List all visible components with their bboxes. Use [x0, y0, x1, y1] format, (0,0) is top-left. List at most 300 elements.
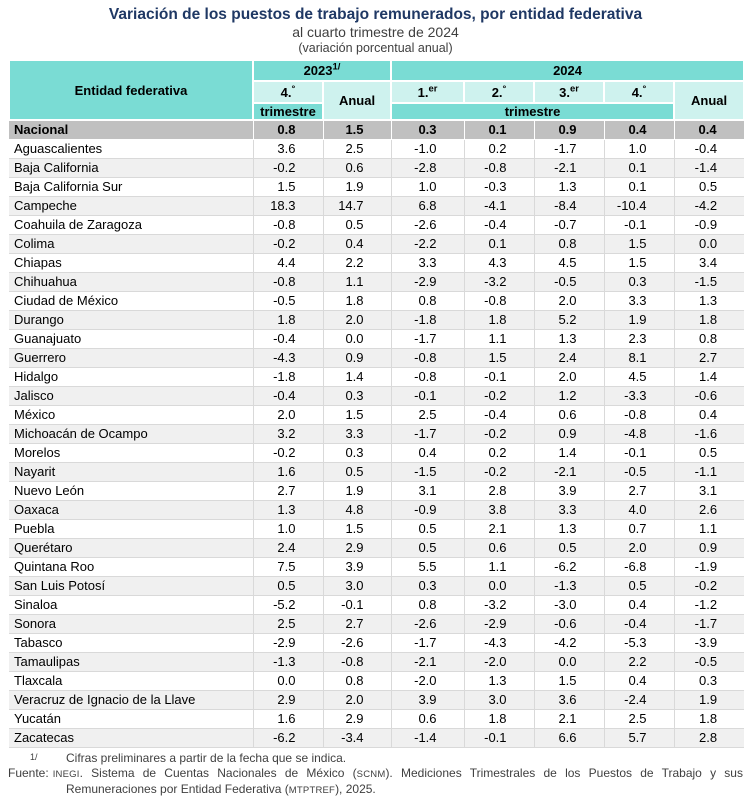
source-fragment: ), 2025. — [335, 782, 376, 796]
entity-cell: Morelos — [9, 444, 253, 463]
value-cell: 1.3 — [674, 292, 744, 311]
source-text — [53, 766, 743, 796]
table-row — [9, 197, 744, 216]
value-cell: 3.0 — [464, 691, 534, 710]
column-group-2024 — [391, 60, 744, 81]
value-cell: 0.0 — [464, 577, 534, 596]
value-cell: 3.1 — [674, 482, 744, 501]
value-cell: -2.0 — [464, 653, 534, 672]
entity-cell: Sinaloa — [9, 596, 253, 615]
value-cell: -6.2 — [534, 558, 604, 577]
value-cell: 2.5 — [604, 710, 674, 729]
value-cell: 2.4 — [534, 349, 604, 368]
value-cell: 1.1 — [674, 520, 744, 539]
value-cell: 1.1 — [323, 273, 391, 292]
table-row — [9, 444, 744, 463]
value-cell: 0.0 — [253, 672, 323, 691]
value-cell: -6.2 — [253, 729, 323, 748]
value-cell: 0.4 — [323, 235, 391, 254]
entity-cell: Tabasco — [9, 634, 253, 653]
value-cell: 0.9 — [534, 425, 604, 444]
value-cell: -2.9 — [391, 273, 464, 292]
value-cell: -1.7 — [534, 140, 604, 159]
value-cell: -0.8 — [253, 273, 323, 292]
value-cell: 4.0 — [604, 501, 674, 520]
value-cell: 3.1 — [391, 482, 464, 501]
value-cell: -0.8 — [391, 368, 464, 387]
value-cell: -3.2 — [464, 596, 534, 615]
value-cell: 2.0 — [534, 292, 604, 311]
subheader-trimestre-2023: trimestre — [253, 103, 323, 120]
table-row — [9, 672, 744, 691]
value-cell: 2.5 — [391, 406, 464, 425]
table-row-national — [9, 120, 744, 140]
value-cell: 0.1 — [464, 120, 534, 140]
value-cell: 0.5 — [253, 577, 323, 596]
value-cell: 1.5 — [534, 672, 604, 691]
column-group-2023 — [253, 60, 391, 81]
value-cell: 1.8 — [323, 292, 391, 311]
year-2024-label: 2024 — [553, 63, 582, 78]
value-cell: 2.1 — [464, 520, 534, 539]
table-row — [9, 729, 744, 748]
entity-cell: Baja California Sur — [9, 178, 253, 197]
table-row — [9, 311, 744, 330]
value-cell: 2.6 — [674, 501, 744, 520]
value-cell: 1.8 — [464, 710, 534, 729]
value-cell: 2.2 — [323, 254, 391, 273]
value-cell: 3.4 — [674, 254, 744, 273]
q2-2024-base: 2. — [491, 84, 503, 100]
value-cell: 6.8 — [391, 197, 464, 216]
value-cell: -2.1 — [534, 159, 604, 178]
table-row — [9, 140, 744, 159]
q4-2024-base: 4. — [631, 84, 643, 100]
table-header — [9, 60, 744, 120]
entity-cell: Oaxaca — [9, 501, 253, 520]
value-cell: 1.0 — [391, 178, 464, 197]
value-cell: 7.5 — [253, 558, 323, 577]
value-cell: -0.4 — [253, 387, 323, 406]
value-cell: 0.5 — [391, 520, 464, 539]
subheader-trimestre-2024: trimestre — [391, 103, 674, 120]
value-cell: -3.3 — [604, 387, 674, 406]
value-cell: -0.9 — [674, 216, 744, 235]
table-row — [9, 216, 744, 235]
value-cell: -0.8 — [464, 292, 534, 311]
table-row — [9, 330, 744, 349]
value-cell: 1.3 — [534, 178, 604, 197]
value-cell: 0.5 — [323, 216, 391, 235]
table-row — [9, 691, 744, 710]
q4-2023-sup: ° — [291, 83, 296, 95]
value-cell: -4.3 — [253, 349, 323, 368]
value-cell: -0.4 — [604, 615, 674, 634]
value-cell: 2.8 — [464, 482, 534, 501]
value-cell: 4.5 — [534, 254, 604, 273]
value-cell: 0.4 — [674, 406, 744, 425]
value-cell: 1.4 — [534, 444, 604, 463]
value-cell: 0.4 — [604, 120, 674, 140]
value-cell: 0.4 — [604, 672, 674, 691]
value-cell: 1.8 — [464, 311, 534, 330]
value-cell: 0.8 — [534, 235, 604, 254]
value-cell: 2.1 — [534, 710, 604, 729]
entity-cell: Nacional — [9, 120, 253, 140]
value-cell: -8.4 — [534, 197, 604, 216]
value-cell: 0.8 — [253, 120, 323, 140]
value-cell: 1.5 — [253, 178, 323, 197]
table-row — [9, 710, 744, 729]
table-row — [9, 558, 744, 577]
value-cell: 3.2 — [253, 425, 323, 444]
value-cell: 2.9 — [323, 710, 391, 729]
entity-cell: Nayarit — [9, 463, 253, 482]
value-cell: 3.9 — [323, 558, 391, 577]
value-cell: -1.2 — [674, 596, 744, 615]
value-cell: 3.6 — [253, 140, 323, 159]
entity-cell: México — [9, 406, 253, 425]
value-cell: -1.8 — [391, 311, 464, 330]
value-cell: 4.4 — [253, 254, 323, 273]
value-cell: 0.5 — [534, 539, 604, 558]
value-cell: 1.5 — [323, 120, 391, 140]
value-cell: -1.7 — [391, 330, 464, 349]
entity-cell: Ciudad de México — [9, 292, 253, 311]
value-cell: 0.2 — [464, 140, 534, 159]
footnote-line — [8, 751, 743, 765]
q4-2023-base: 4. — [280, 84, 292, 100]
value-cell: -2.1 — [534, 463, 604, 482]
value-cell: -0.5 — [604, 463, 674, 482]
source-acronym: SCNM — [356, 769, 386, 780]
value-cell: 1.8 — [253, 311, 323, 330]
value-cell: -1.9 — [674, 558, 744, 577]
value-cell: 0.5 — [604, 577, 674, 596]
report-footer — [8, 751, 743, 798]
value-cell: 0.9 — [323, 349, 391, 368]
value-cell: 0.3 — [323, 444, 391, 463]
year-2023-footnote-ref: 1/ — [332, 61, 341, 73]
value-cell: -0.2 — [464, 387, 534, 406]
value-cell: 0.5 — [323, 463, 391, 482]
value-cell: -0.8 — [323, 653, 391, 672]
value-cell: 1.5 — [604, 235, 674, 254]
value-cell: 1.6 — [253, 463, 323, 482]
value-cell: 0.3 — [604, 273, 674, 292]
column-header-q4-2024 — [604, 81, 674, 103]
entity-cell: Tamaulipas — [9, 653, 253, 672]
value-cell: -0.2 — [464, 425, 534, 444]
value-cell: -0.9 — [391, 501, 464, 520]
value-cell: -2.6 — [391, 615, 464, 634]
value-cell: 0.6 — [323, 159, 391, 178]
column-header-q1-2024 — [391, 81, 464, 103]
value-cell: -1.4 — [391, 729, 464, 748]
value-cell: -0.2 — [253, 444, 323, 463]
footnote-marker: 1/ — [30, 752, 38, 762]
value-cell: 3.9 — [391, 691, 464, 710]
q4-2024-sup: ° — [642, 83, 647, 95]
column-header-q2-2024 — [464, 81, 534, 103]
value-cell: 4.5 — [604, 368, 674, 387]
column-header-anual-2024: Anual — [674, 81, 744, 120]
table-row — [9, 501, 744, 520]
value-cell: 2.0 — [253, 406, 323, 425]
column-header-entity: Entidad federativa — [9, 60, 253, 120]
value-cell: 2.0 — [604, 539, 674, 558]
value-cell: -5.3 — [604, 634, 674, 653]
value-cell: -1.8 — [253, 368, 323, 387]
year-2023-label: 2023 — [303, 63, 333, 78]
value-cell: 1.6 — [253, 710, 323, 729]
table-row — [9, 254, 744, 273]
value-cell: -0.6 — [534, 615, 604, 634]
table-row — [9, 387, 744, 406]
value-cell: 1.0 — [604, 140, 674, 159]
value-cell: 0.3 — [391, 577, 464, 596]
value-cell: 5.5 — [391, 558, 464, 577]
value-cell: 0.9 — [674, 539, 744, 558]
value-cell: -0.8 — [464, 159, 534, 178]
value-cell: -3.0 — [534, 596, 604, 615]
value-cell: -0.4 — [674, 140, 744, 159]
value-cell: 3.9 — [534, 482, 604, 501]
table-row — [9, 596, 744, 615]
value-cell: 0.5 — [674, 178, 744, 197]
value-cell: -0.1 — [323, 596, 391, 615]
value-cell: -1.6 — [674, 425, 744, 444]
value-cell: -4.3 — [464, 634, 534, 653]
value-cell: 1.3 — [534, 520, 604, 539]
value-cell: -0.1 — [604, 216, 674, 235]
value-cell: -0.4 — [464, 216, 534, 235]
table-row — [9, 615, 744, 634]
value-cell: -1.7 — [674, 615, 744, 634]
table-row — [9, 653, 744, 672]
entity-cell: Sonora — [9, 615, 253, 634]
value-cell: 3.0 — [323, 577, 391, 596]
value-cell: -1.5 — [391, 463, 464, 482]
footnote-text: Cifras preliminares a partir de la fecha que se indica. — [66, 751, 347, 765]
value-cell: -2.1 — [391, 653, 464, 672]
column-header-q3-2024 — [534, 81, 604, 103]
value-cell: 1.9 — [323, 482, 391, 501]
value-cell: 0.6 — [391, 710, 464, 729]
value-cell: 14.7 — [323, 197, 391, 216]
value-cell: 2.8 — [674, 729, 744, 748]
value-cell: -0.6 — [674, 387, 744, 406]
value-cell: -4.8 — [604, 425, 674, 444]
value-cell: 1.3 — [464, 672, 534, 691]
value-cell: -6.8 — [604, 558, 674, 577]
value-cell: 0.9 — [534, 120, 604, 140]
q1-2024-sup: er — [428, 83, 438, 95]
value-cell: -0.5 — [253, 292, 323, 311]
table-row — [9, 178, 744, 197]
value-cell: 6.6 — [534, 729, 604, 748]
value-cell: -0.5 — [674, 653, 744, 672]
value-cell: -0.4 — [464, 406, 534, 425]
value-cell: 0.8 — [391, 596, 464, 615]
value-cell: 0.8 — [323, 672, 391, 691]
value-cell: -2.0 — [391, 672, 464, 691]
table-body — [9, 120, 744, 748]
table-row — [9, 368, 744, 387]
value-cell: -2.2 — [391, 235, 464, 254]
value-cell: 4.8 — [323, 501, 391, 520]
value-cell: -3.4 — [323, 729, 391, 748]
value-cell: 4.3 — [464, 254, 534, 273]
value-cell: -0.4 — [253, 330, 323, 349]
value-cell: 1.8 — [674, 710, 744, 729]
table-row — [9, 406, 744, 425]
value-cell: 1.1 — [464, 558, 534, 577]
value-cell: -5.2 — [253, 596, 323, 615]
value-cell: 3.3 — [391, 254, 464, 273]
value-cell: 2.7 — [253, 482, 323, 501]
entity-cell: Puebla — [9, 520, 253, 539]
table-row — [9, 539, 744, 558]
table-row — [9, 273, 744, 292]
value-cell: 0.8 — [391, 292, 464, 311]
q1-2024-base: 1. — [417, 84, 429, 100]
entity-cell: Veracruz de Ignacio de la Llave — [9, 691, 253, 710]
value-cell: 0.7 — [604, 520, 674, 539]
value-cell: -1.0 — [391, 140, 464, 159]
value-cell: 2.9 — [323, 539, 391, 558]
value-cell: 1.5 — [604, 254, 674, 273]
value-cell: -10.4 — [604, 197, 674, 216]
entity-cell: Tlaxcala — [9, 672, 253, 691]
report-subtitle-note: (variación porcentual anual) — [298, 41, 453, 55]
value-cell: -0.2 — [674, 577, 744, 596]
value-cell: 3.3 — [323, 425, 391, 444]
value-cell: -1.3 — [534, 577, 604, 596]
value-cell: 1.9 — [323, 178, 391, 197]
value-cell: -0.5 — [534, 273, 604, 292]
value-cell: 0.8 — [674, 330, 744, 349]
value-cell: -1.7 — [391, 425, 464, 444]
value-cell: 0.5 — [674, 444, 744, 463]
value-cell: 0.2 — [464, 444, 534, 463]
source-fragment: . Sistema de Cuentas Nacionales de México ( — [79, 766, 357, 780]
value-cell: 1.5 — [323, 406, 391, 425]
value-cell: 0.4 — [391, 444, 464, 463]
value-cell: 0.4 — [604, 596, 674, 615]
report-title: Variación de los puestos de trabajo remunerados, por entidad federativa — [108, 6, 643, 23]
entity-cell: Zacatecas — [9, 729, 253, 748]
value-cell: -4.1 — [464, 197, 534, 216]
value-cell: 1.2 — [534, 387, 604, 406]
entity-cell: Querétaro — [9, 539, 253, 558]
entity-cell: Aguascalientes — [9, 140, 253, 159]
entity-cell: Chihuahua — [9, 273, 253, 292]
table-row — [9, 292, 744, 311]
value-cell: 2.5 — [323, 140, 391, 159]
value-cell: 0.1 — [604, 159, 674, 178]
value-cell: -0.1 — [464, 729, 534, 748]
table-row — [9, 520, 744, 539]
entity-cell: Campeche — [9, 197, 253, 216]
value-cell: 2.3 — [604, 330, 674, 349]
entity-cell: San Luis Potosí — [9, 577, 253, 596]
value-cell: -1.1 — [674, 463, 744, 482]
value-cell: -0.8 — [604, 406, 674, 425]
value-cell: 1.4 — [323, 368, 391, 387]
value-cell: -0.1 — [464, 368, 534, 387]
value-cell: 1.4 — [674, 368, 744, 387]
value-cell: -1.5 — [674, 273, 744, 292]
value-cell: 1.5 — [323, 520, 391, 539]
value-cell: 0.6 — [464, 539, 534, 558]
value-cell: 3.8 — [464, 501, 534, 520]
value-cell: 0.5 — [391, 539, 464, 558]
value-cell: 1.0 — [253, 520, 323, 539]
value-cell: -2.8 — [391, 159, 464, 178]
entity-cell: Guerrero — [9, 349, 253, 368]
value-cell: 2.2 — [604, 653, 674, 672]
value-cell: 0.3 — [323, 387, 391, 406]
value-cell: 2.0 — [323, 691, 391, 710]
value-cell: -0.8 — [391, 349, 464, 368]
value-cell: 0.3 — [391, 120, 464, 140]
source-acronym: INEGI — [52, 769, 80, 780]
value-cell: -1.7 — [391, 634, 464, 653]
table-row — [9, 577, 744, 596]
entity-cell: Baja California — [9, 159, 253, 178]
value-cell: 5.7 — [604, 729, 674, 748]
value-cell: 18.3 — [253, 197, 323, 216]
value-cell: -0.8 — [253, 216, 323, 235]
entity-cell: Quintana Roo — [9, 558, 253, 577]
value-cell: 2.7 — [674, 349, 744, 368]
value-cell: 1.9 — [604, 311, 674, 330]
value-cell: 3.3 — [604, 292, 674, 311]
table-row — [9, 349, 744, 368]
entity-cell: Coahuila de Zaragoza — [9, 216, 253, 235]
value-cell: 2.7 — [604, 482, 674, 501]
value-cell: 1.5 — [464, 349, 534, 368]
value-cell: 1.3 — [253, 501, 323, 520]
entity-cell: Guanajuato — [9, 330, 253, 349]
value-cell: -0.7 — [534, 216, 604, 235]
value-cell: 5.2 — [534, 311, 604, 330]
value-cell: -0.2 — [253, 159, 323, 178]
value-cell: 2.5 — [253, 615, 323, 634]
value-cell: 3.6 — [534, 691, 604, 710]
value-cell: 8.1 — [604, 349, 674, 368]
entity-cell: Colima — [9, 235, 253, 254]
value-cell: -2.6 — [391, 216, 464, 235]
value-cell: 1.9 — [674, 691, 744, 710]
value-cell: 1.1 — [464, 330, 534, 349]
entity-cell: Nuevo León — [9, 482, 253, 501]
value-cell: 0.6 — [534, 406, 604, 425]
value-cell: -4.2 — [534, 634, 604, 653]
value-cell: 2.9 — [253, 691, 323, 710]
value-cell: 3.3 — [534, 501, 604, 520]
value-cell: 2.4 — [253, 539, 323, 558]
q3-2024-sup: er — [569, 83, 579, 95]
value-cell: 2.0 — [323, 311, 391, 330]
value-cell: 2.0 — [534, 368, 604, 387]
source-label: Fuente: — [8, 766, 49, 780]
value-cell: -2.9 — [464, 615, 534, 634]
entity-cell: Durango — [9, 311, 253, 330]
value-cell: -0.1 — [391, 387, 464, 406]
value-cell: -3.9 — [674, 634, 744, 653]
